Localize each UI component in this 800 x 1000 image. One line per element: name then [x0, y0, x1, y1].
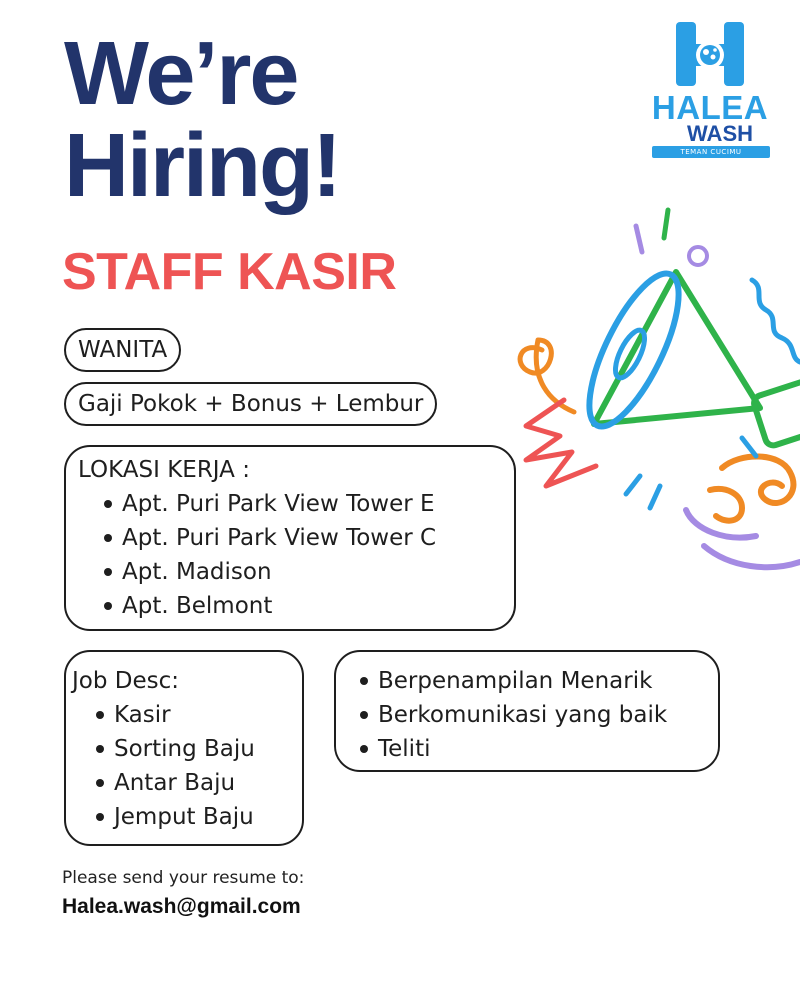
job-desc-item: Jemput Baju: [92, 800, 302, 834]
contact-email: Halea.wash@gmail.com: [62, 895, 301, 918]
job-role-title: STAFF KASIR: [62, 243, 397, 301]
headline-line2: Hiring!: [64, 116, 340, 216]
logo-h-mark-icon: [640, 18, 780, 98]
location-item: Apt. Belmont: [100, 589, 502, 623]
salary-pill: Gaji Pokok + Bonus + Lembur: [64, 382, 437, 426]
work-location-heading: LOKASI KERJA :: [78, 457, 250, 483]
job-desc-box: [64, 650, 304, 846]
requirement-item: Teliti: [356, 732, 718, 766]
job-desc-list: [72, 698, 302, 834]
work-location-list: [78, 487, 502, 623]
gender-pill: WANITA: [64, 328, 181, 372]
resume-prompt: Please send your resume to:: [62, 868, 305, 888]
job-desc-item: Sorting Baju: [92, 732, 302, 766]
requirement-item: Berkomunikasi yang baik: [356, 698, 718, 732]
halea-wash-logo: [640, 18, 780, 166]
headline-line1: We’re: [64, 24, 298, 124]
job-desc-heading: Job Desc:: [72, 668, 180, 694]
hiring-headline: [64, 24, 340, 216]
work-location-box: [64, 445, 516, 631]
job-desc-item: Antar Baju: [92, 766, 302, 800]
megaphone-illustration-icon: [490, 190, 800, 630]
location-item: Apt. Puri Park View Tower C: [100, 521, 502, 555]
requirements-box: [334, 650, 720, 772]
requirements-list: [356, 664, 718, 766]
location-item: Apt. Puri Park View Tower E: [100, 487, 502, 521]
logo-tagline: TEMAN CUCIMU: [652, 146, 770, 158]
job-desc-item: Kasir: [92, 698, 302, 732]
location-item: Apt. Madison: [100, 555, 502, 589]
logo-name-line2: WASH: [687, 121, 753, 146]
requirement-item: Berpenampilan Menarik: [356, 664, 718, 698]
logo-name-line1: HALEA: [651, 89, 769, 126]
